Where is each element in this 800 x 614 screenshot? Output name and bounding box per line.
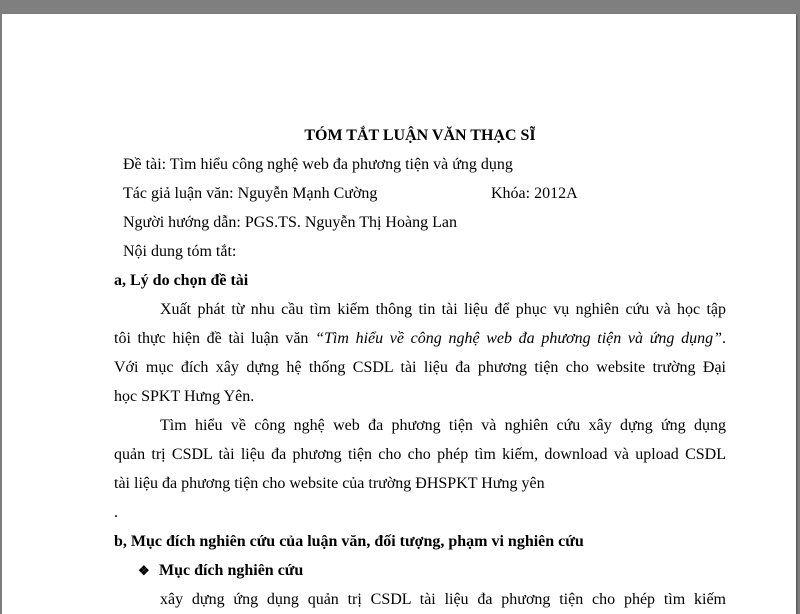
period: .: [722, 330, 726, 347]
document-title: TÓM TẮT LUẬN VĂN THẠC SĨ: [304, 127, 536, 144]
thesis-title-quote: “Tìm hiểu về công nghệ web đa phương tiện và ứng dụng”: [315, 330, 722, 347]
paragraph-1-line-4: học SPKT Hưng Yên.: [114, 388, 255, 405]
paragraph-2-line-2: quản trị CSDL tài liệu đa phương tiện cho cho phép tìm kiếm, download và upload CSDL: [114, 446, 726, 463]
paragraph-1-line-3: Với mục đích xây dựng hệ thống CSDL tài liệu đa phương tiện cho website trường Đại: [114, 359, 726, 376]
summary-label: Nội dung tóm tắt:: [123, 243, 237, 260]
paragraph-1-line-2: [114, 324, 726, 353]
cut-off-line: xây dựng ứng dụng quản trị CSDL tài liệu đa phương tiện cho phép tìm kiếm: [160, 591, 726, 608]
diamond-bullet-icon: ❖: [138, 563, 150, 578]
topic-line: Đề tài: Tìm hiểu công nghệ web đa phương tiện và ứng dụng: [123, 156, 513, 173]
author-line: Tác giả luận văn: Nguyễn Mạnh Cường: [123, 185, 378, 202]
course-line: Khóa: 2012A: [491, 185, 578, 202]
paragraph-1-text: tôi thực hiện đề tài luận văn: [114, 330, 316, 347]
bullet-label: Mục đích nghiên cứu: [159, 562, 304, 579]
stray-period: .: [114, 504, 118, 521]
document-page: [2, 14, 796, 614]
advisor-line: Người hướng dẫn: PGS.TS. Nguyễn Thị Hoàng Lan: [123, 214, 457, 231]
bullet-item: [138, 556, 303, 585]
paragraph-2-line-3: tài liệu đa phương tiện cho website của trường ĐHSPKT Hưng yên: [114, 475, 545, 492]
section-b-heading: b, Mục đích nghiên cứu của luận văn, đối tượng, phạm vi nghiên cứu: [114, 533, 584, 550]
section-a-heading: a, Lý do chọn đề tài: [114, 272, 249, 289]
paragraph-1-line-1: Xuất phát từ nhu cầu tìm kiếm thông tin tài liệu để phục vụ nghiên cứu và học tập: [160, 301, 726, 318]
paragraph-2-line-1: Tìm hiểu về công nghệ web đa phương tiện và nghiên cứu xây dựng ứng dụng: [160, 417, 726, 434]
